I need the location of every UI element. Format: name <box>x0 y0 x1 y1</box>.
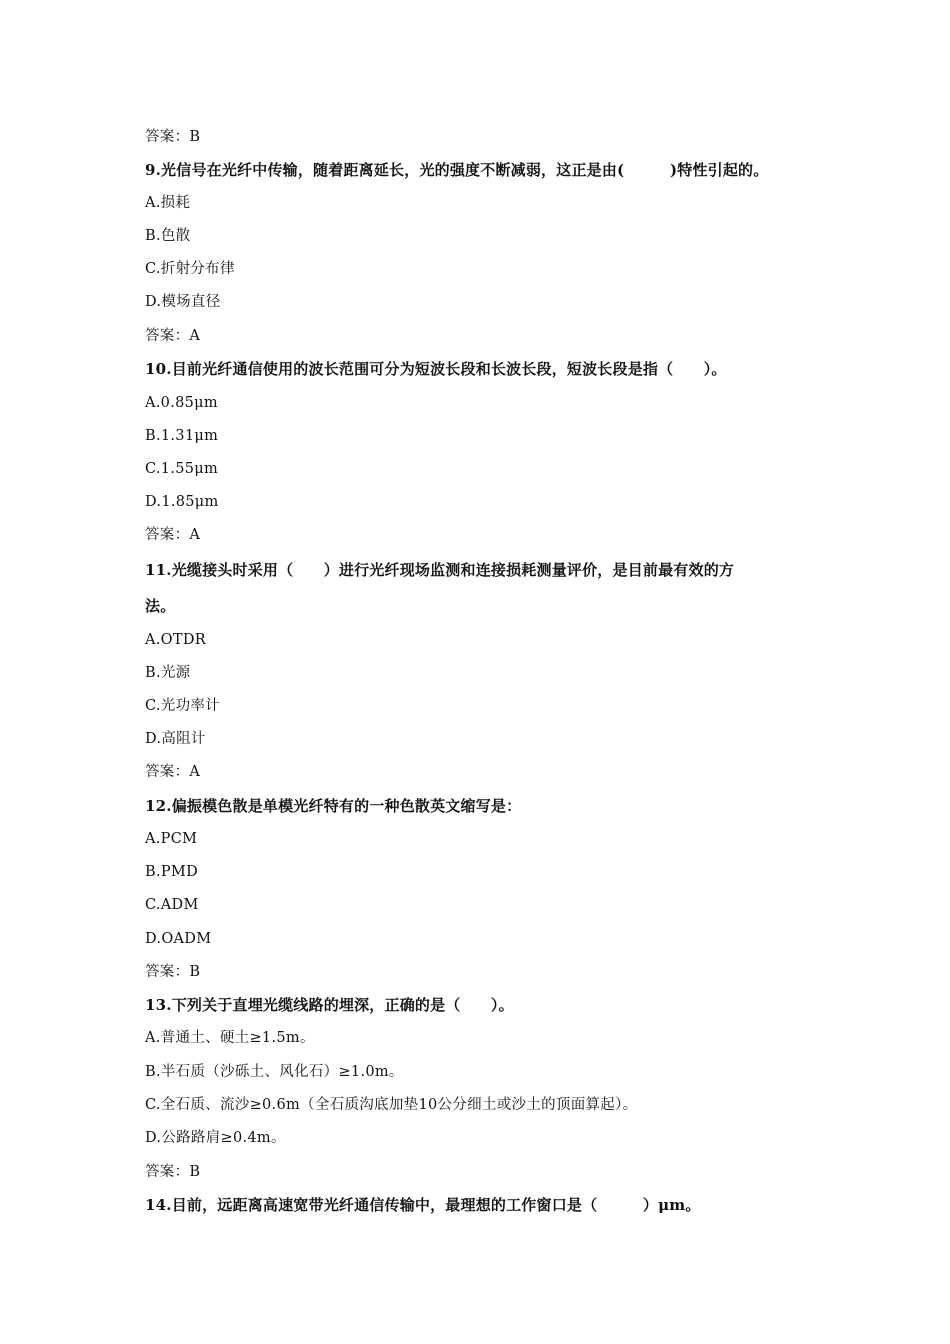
option-line: C.1.55μm <box>145 461 219 477</box>
option-line: B.色散 <box>145 228 191 244</box>
option-line: D.模场直径 <box>145 294 221 310</box>
option-line: D.高阻计 <box>145 731 206 747</box>
question-line: 14.目前，远距离高速宽带光纤通信传输中，最理想的工作窗口是（ ）μm。 <box>145 1196 701 1214</box>
option-line: B.1.31μm <box>145 428 219 444</box>
option-line: B.PMD <box>145 864 198 880</box>
option-line: A.OTDR <box>145 632 206 648</box>
option-line: C.折射分布律 <box>145 261 235 277</box>
question-line: 10.目前光纤通信使用的波长范围可分为短波长段和长波长段，短波长段是指（ ）。 <box>145 360 727 378</box>
option-line: D.公路路肩≥0.4m。 <box>145 1130 286 1146</box>
question-line: 13.下列关于直埋光缆线路的埋深，正确的是（ ）。 <box>145 996 514 1014</box>
question-line: 12.偏振模色散是单模光纤特有的一种色散英文缩写是： <box>145 797 522 815</box>
option-line: B.光源 <box>145 665 191 681</box>
option-line: A.0.85μm <box>145 395 218 411</box>
question-line: 法。 <box>145 597 176 615</box>
question-line: 9.光信号在光纤中传输，随着距离延长，光的强度不断减弱，这正是由( )特性引起的。 <box>145 161 769 179</box>
answer-line: 答案：A <box>145 764 201 780</box>
option-line: A.PCM <box>145 831 198 847</box>
option-line: A.损耗 <box>145 195 191 211</box>
question-line: 11.光缆接头时采用（ ）进行光纤现场监测和连接损耗测量评价，是目前最有效的方 <box>145 561 735 579</box>
option-line: C.光功率计 <box>145 698 220 714</box>
option-line: A.普通土、硬土≥1.5m。 <box>145 1030 315 1046</box>
answer-line: 答案：B <box>145 1164 201 1180</box>
answer-line: 答案：A <box>145 328 201 344</box>
option-line: D.OADM <box>145 931 212 947</box>
option-line: C.全石质、流沙≥0.6m（全石质沟底加垫10公分细土或沙土的顶面算起）。 <box>145 1097 638 1113</box>
answer-line: 答案：A <box>145 527 201 543</box>
option-line: B.半石质（沙砾土、风化石）≥1.0m。 <box>145 1064 404 1080</box>
answer-line: 答案：B <box>145 129 201 145</box>
option-line: D.1.85μm <box>145 494 219 510</box>
answer-line: 答案：B <box>145 964 201 980</box>
option-line: C.ADM <box>145 897 199 913</box>
